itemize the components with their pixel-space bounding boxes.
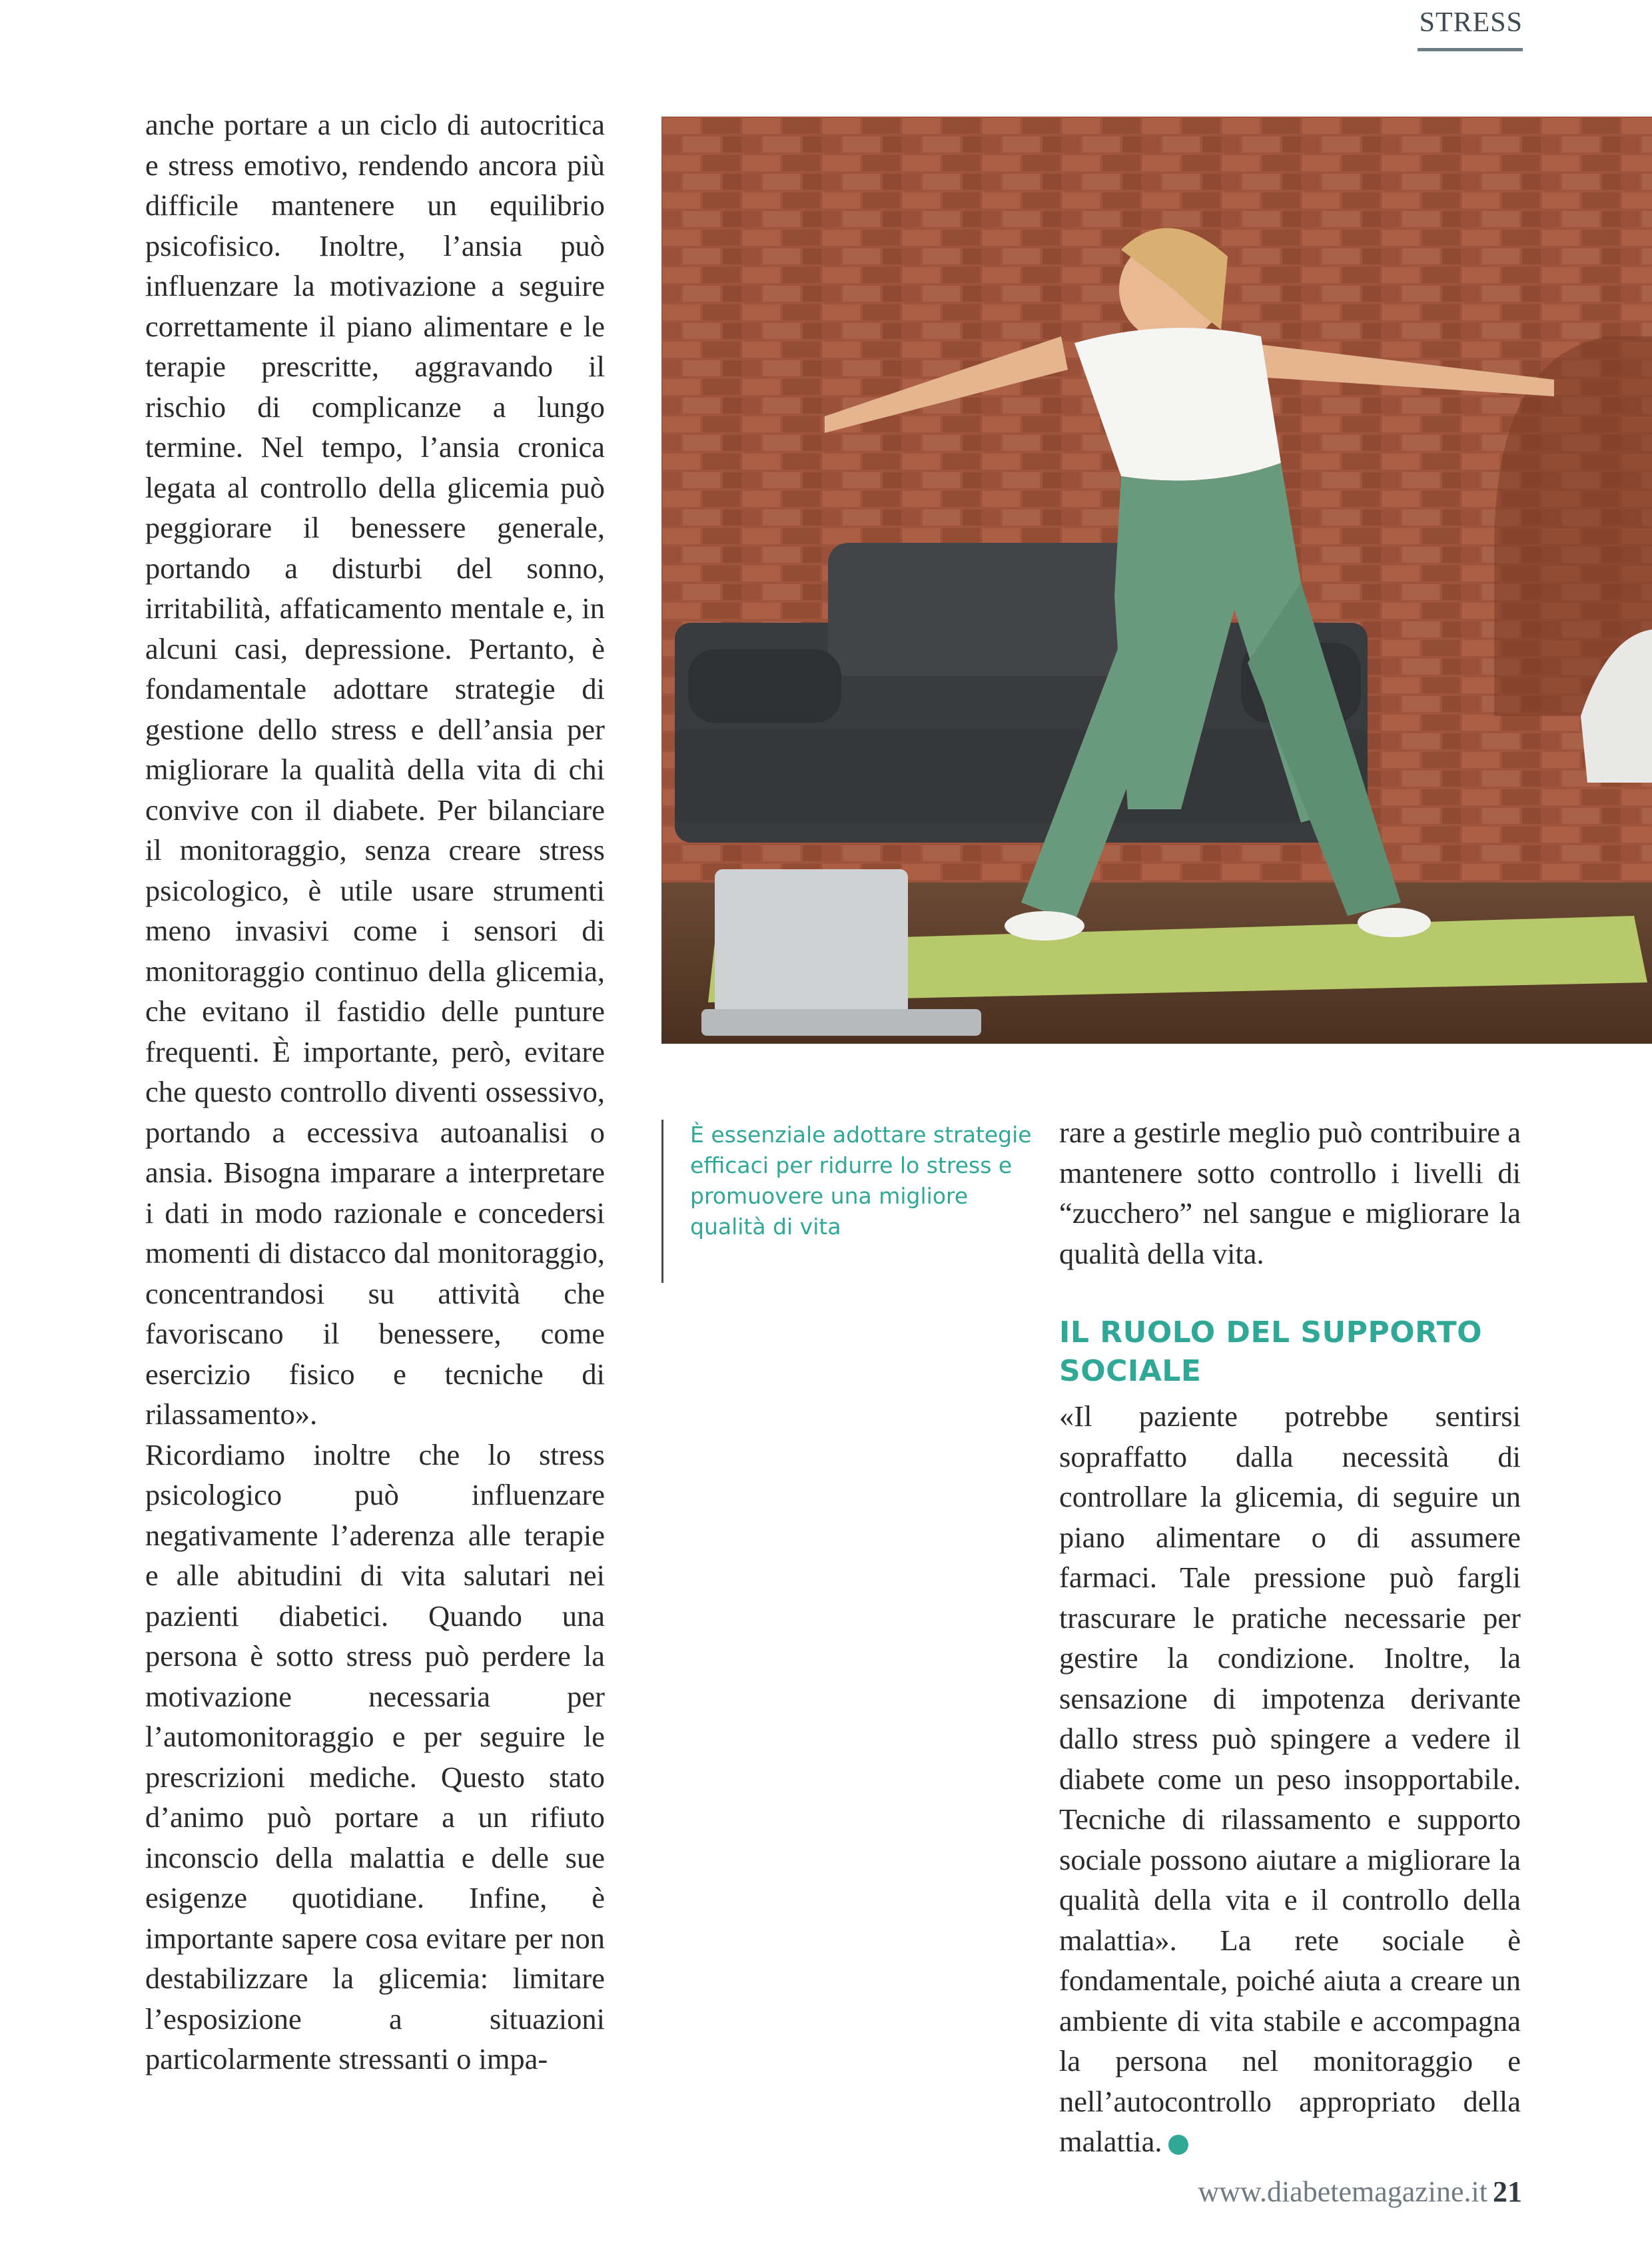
body-paragraph [1059, 1396, 1521, 2162]
body-paragraph: Ricordiamo inoltre che lo stress psicologico può influenzare negativamente l’aderenza alle terapie e alle abitudini di vita salutari nei pazienti diabetici. Quando una persona è sotto stress può perdere la motivazione necessaria per l’automonitoraggio e per seguire le prescrizioni mediche. Questo stato d’animo può portare a un rifiuto inconscio della malattia e delle sue esigenze quotidiane. Infine, è importante sapere cosa evitare per non destabilizzare la glicemia: limitare l’esposizione a situazioni particolarmente stressanti o impa- [145, 1437, 605, 2075]
section-subheading: IL RUOLO DEL SUPPORTO SOCIALE [1059, 1315, 1483, 1388]
left-column [145, 105, 605, 2079]
yoga-photo [661, 117, 1652, 1044]
end-mark-icon [1168, 2135, 1188, 2155]
section-tag: STRESS [1418, 7, 1523, 51]
body-paragraph: anche portare a un ciclo di autocritica e stress emotivo, rendendo ancora più difficile mantenere un equilibrio psicofisico. Inoltre, l’ansia può influenzare la motivazione a seguire correttamente il piano alimentare e le terapie prescritte, aggravando il rischio di complicanze a lungo termine. Nel tempo, l’ansia cronica legata al controllo della glicemia può peggiorare il benessere generale, portando a disturbi del sonno, irritabilità, affaticamento mentale e, in alcuni casi, depressione. Pertanto, è fondamentale adottare strategie di gestione dello stress e dell’ansia per migliorare la qualità della vita di chi convive con il diabete. Per bilanciare il monitoraggio, senza creare stress psicologico, è utile usare strumenti meno invasivi come i sensori di monitoraggio continuo della glicemia, che evitano il fastidio delle punture frequenti. È importante, però, evitare che questo controllo diventi ossessivo, portando a eccessiva autoanalisi o ansia. Bisogna imparare a interpretare i dati in modo razionale e concedersi momenti di distacco dal monitoraggio, concentrandosi su attività che favoriscano il benessere, come esercizio fisico e tecniche di rilassamento». [145, 108, 605, 1431]
photo-caption: È essenziale adottare strategie efficaci per ridurre lo stress e promuovere una migliore qualità di vita [661, 1120, 1036, 1283]
body-text: «Il paziente potrebbe sentirsi sopraffatto dalla necessità di controllare la glicemia, di seguire un piano alimentare o di assumere farmaci. Tale pressione può fargli trascurare le pratiche necessarie per gestire la condizione. Inoltre, la sensazione di impotenza derivante dallo stress può spingere a vedere il diabete come un peso insopportabile. Tecniche di rilassamento e supporto sociale possono aiutare a migliorare la qualità della vita e il controllo della malattia». La rete sociale è fondamentale, poiché aiuta a creare un ambiente di vita stabile e accompagna la persona nel monitoraggio e nell’autocontrollo appropriato della malattia. [1059, 1399, 1521, 2158]
page-footer [1198, 2175, 1522, 2209]
page-number: 21 [1493, 2175, 1522, 2208]
body-paragraph: rare a gestirle meglio può contribuire a mantenere sotto controllo i livelli di “zucchero” nel sangue e migliorare la qualità della vita. [1059, 1116, 1521, 1270]
right-column [1059, 1112, 1521, 2162]
footer-site: www.diabetemagazine.it [1198, 2175, 1487, 2208]
